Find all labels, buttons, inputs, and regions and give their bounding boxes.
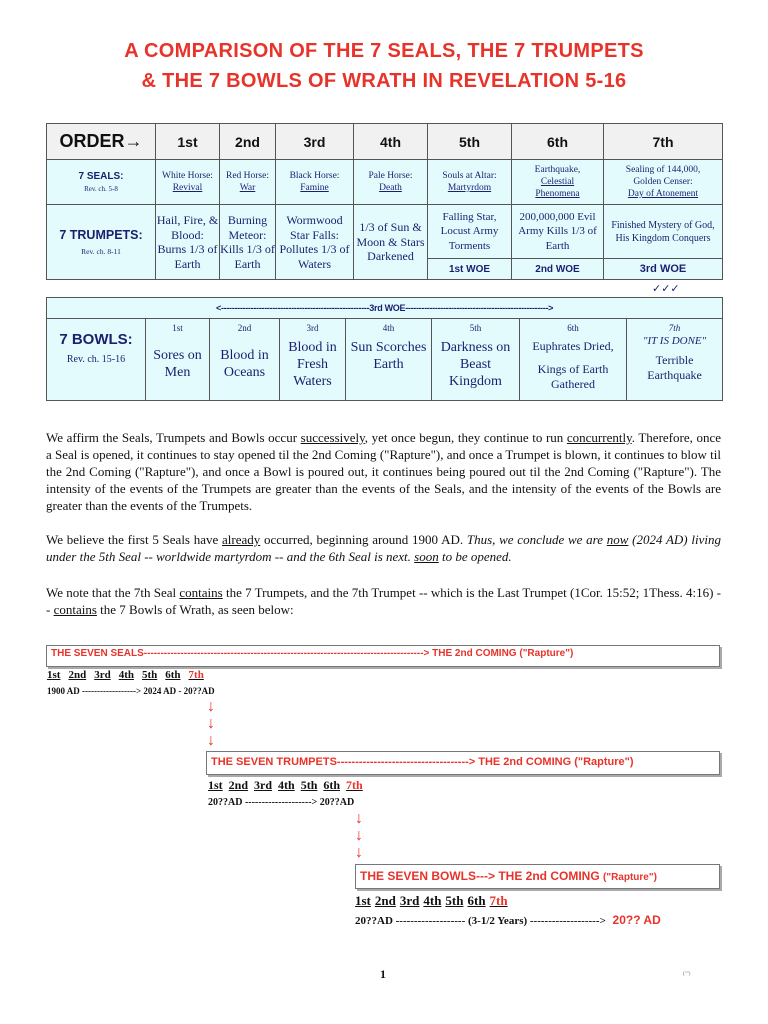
trumpet-1: Hail, Fire, & Blood: Burns 1/3 of Earth — [156, 205, 220, 280]
order-col-1: 1st — [156, 124, 220, 160]
bowl-3: 3rd Blood in Fresh Waters — [280, 319, 346, 401]
page-number: 1 — [380, 967, 386, 981]
down-arrow-icon: ↓ — [355, 827, 363, 844]
seals-row-label: 7 SEALS: Rev. ch. 5-8 — [47, 160, 156, 205]
paragraph-1: We affirm the Seals, Trumpets and Bowls occur successively, yet once begun, they continue to run concurrently. Therefore, once a Seal is opened, it continues to stay opened til the 2nd Coming ("Rapture"), and once a Trumpet is blown, it continues to blow til the 2nd Coming ("Rapture"), and once a Bowl is poured out, it continues being poured out til the 2nd Coming ("Rapture"). The intensity of the events of the Trumpets are greater than the events of the Seals, and the intensity of the events of the Bowls are greater than the events of the Trumpets. — [46, 430, 721, 513]
page-title-line-2: & THE 7 BOWLS OF WRATH IN REVELATION 5-16 — [141, 70, 627, 92]
bowl-6: 6th Euphrates Dried, Kings of Earth Gathered — [520, 319, 627, 401]
down-arrow-icon: ↓ — [355, 844, 363, 861]
checkmarks: ✓✓✓ — [652, 283, 680, 295]
trumpet-7: Finished Mystery of God, His Kingdom Conquers — [604, 205, 723, 259]
trumpet-2: Burning Meteor: Kills 1/3 of Earth — [220, 205, 276, 280]
seal-3: Black Horse: Famine — [276, 160, 354, 205]
bowl-5: 5th Darkness on Beast Kingdom — [432, 319, 520, 401]
order-col-5: 5th — [428, 124, 512, 160]
woe-3: 3rd WOE — [604, 259, 723, 280]
trumpet-6: 200,000,000 Evil Army Kills 1/3 of Earth — [512, 205, 604, 259]
trumpets-row-label: 7 TRUMPETS: Rev. ch. 8-11 — [47, 205, 156, 280]
seals-dates: 1900 AD ------------------> 2024 AD - 20??AD — [47, 686, 215, 696]
down-arrow-icon: ↓ — [355, 810, 363, 827]
trumpet-3: Wormwood Star Falls: Pollutes 1/3 of Waters — [276, 205, 354, 280]
order-col-4: 4th — [354, 124, 428, 160]
bowls-timeline-box: THE SEVEN BOWLS---> THE 2nd COMING ("Rapture") — [355, 864, 720, 889]
trumpets-timeline-box: THE SEVEN TRUMPETS------------------------------------> THE 2nd COMING ("Rapture") — [206, 751, 720, 775]
order-col-3: 3rd — [276, 124, 354, 160]
order-header: ORDER→ — [47, 124, 156, 160]
bowls-dates: 20??AD ------------------- (3-1/2 Years) -------------------> 20?? AD — [355, 913, 661, 927]
bowls-ordinals: 1st 2nd 3rd 4th 5th 6th 7th — [355, 893, 508, 908]
order-col-7: 7th — [604, 124, 723, 160]
order-col-6: 6th — [512, 124, 604, 160]
seals-trumpets-table — [46, 123, 723, 280]
footer-mark: ("") — [683, 972, 691, 977]
third-woe-banner: <-------------------------------------------------------3rd WOE-----------------------------------------------------> — [47, 298, 723, 319]
trumpet-5: Falling Star, Locust Army Torments — [428, 205, 512, 259]
woe-1: 1st WOE — [428, 259, 512, 280]
down-arrow-icon: ↓ — [207, 698, 215, 715]
bowls-row-label: 7 BOWLS: Rev. ch. 15-16 — [47, 319, 146, 401]
bowls-table — [46, 297, 723, 401]
down-arrow-icon: ↓ — [207, 732, 215, 749]
seal-5: Souls at Altar: Martyrdom — [428, 160, 512, 205]
bowl-2: 2nd Blood in Oceans — [210, 319, 280, 401]
paragraph-3: We note that the 7th Seal contains the 7 Trumpets, and the 7th Trumpet -- which is the Last Trumpet (1Cor. 15:52; 1Thess. 4:16) -- contains the 7 Bowls of Wrath, as seen below: — [46, 585, 722, 617]
seal-2: Red Horse: War — [220, 160, 276, 205]
seal-1: White Horse: Revival — [156, 160, 220, 205]
seal-7: Sealing of 144,000, Golden Censer: Day of Atonement — [604, 160, 723, 205]
bowl-4: 4th Sun Scorches Earth — [346, 319, 432, 401]
page-title-line-1: A COMPARISON OF THE 7 SEALS, THE 7 TRUMPETS — [124, 40, 644, 62]
seals-timeline-box: THE SEVEN SEALS------------------------------------------------------------------------------------> THE 2nd COMING ("Rapture") — [46, 645, 720, 667]
seals-ordinals: 1st 2nd 3rd 4th 5th 6th 7th — [47, 669, 204, 681]
seal-6: Earthquake, Celestial Phenomena — [512, 160, 604, 205]
trumpets-ordinals: 1st 2nd 3rd 4th 5th 6th 7th — [208, 778, 363, 792]
down-arrow-icon: ↓ — [207, 715, 215, 732]
trumpets-dates: 20??AD --------------------> 20??AD — [208, 797, 355, 808]
order-col-2: 2nd — [220, 124, 276, 160]
bowl-7: 7th "IT IS DONE" Terrible Earthquake — [627, 319, 723, 401]
seal-4: Pale Horse: Death — [354, 160, 428, 205]
trumpet-4: 1/3 of Sun & Moon & Stars Darkened — [354, 205, 428, 280]
bowl-1: 1st Sores on Men — [146, 319, 210, 401]
paragraph-2: We believe the first 5 Seals have already occurred, beginning around 1900 AD. Thus, we conclude we are now (2024 AD) living under the 5th Seal -- worldwide martyrdom -- and the 6th Seal is next. soon to be opened. — [46, 532, 721, 564]
woe-2: 2nd WOE — [512, 259, 604, 280]
